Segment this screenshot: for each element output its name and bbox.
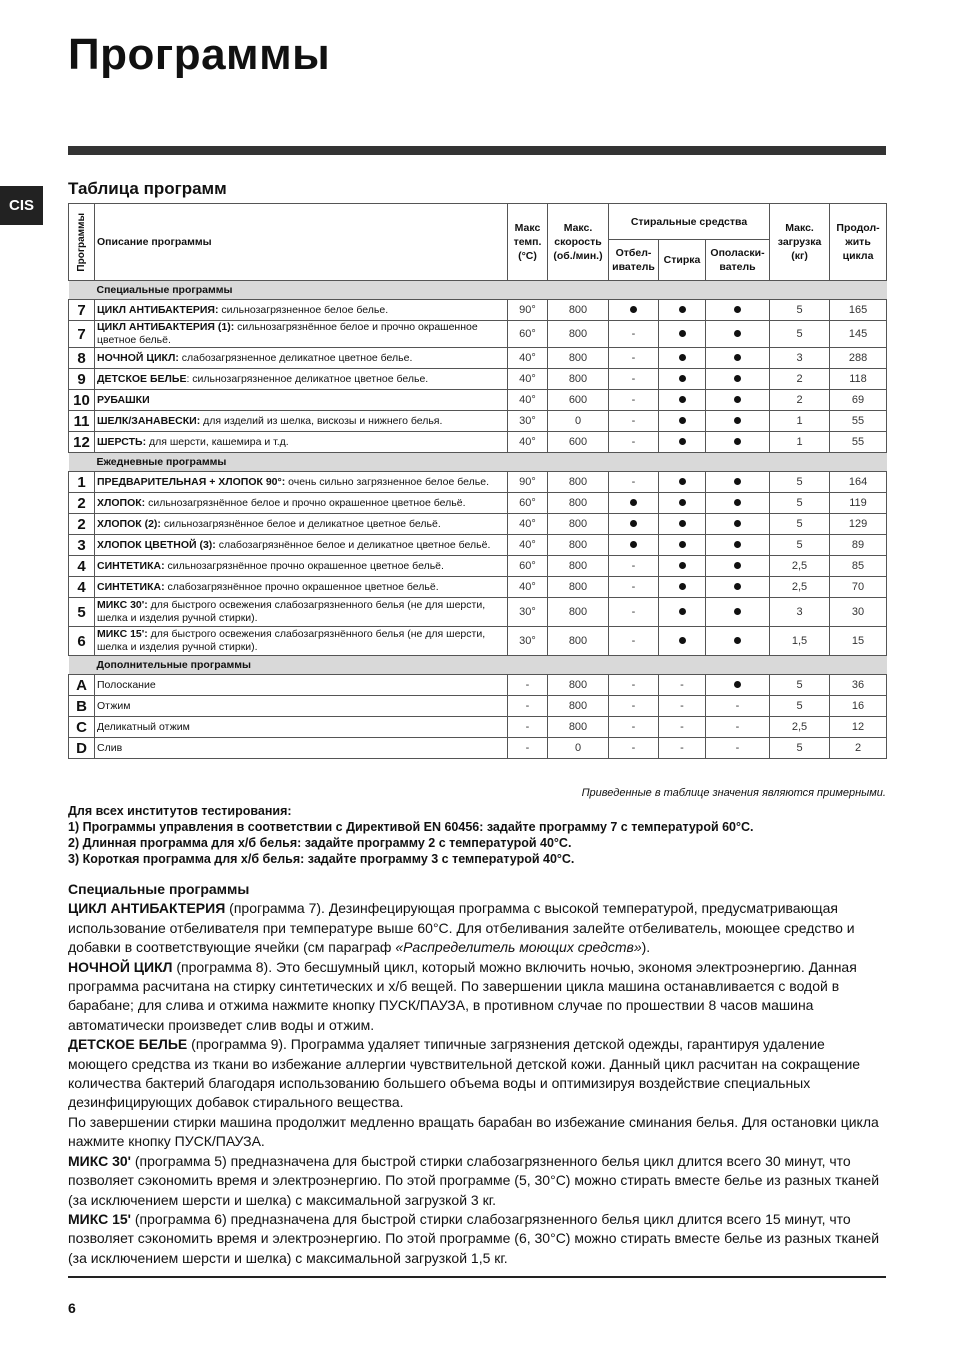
max-load-cell: 5 [770, 738, 830, 759]
wash-cell [659, 556, 706, 577]
paragraph-night-cycle: НОЧНОЙ ЦИКЛ (программа 8). Это бесшумный цикл, который можно включить ночью, экономя электроэнергию. Данная программа расчитана на стирку синтетических и х/б вещей. По завершении цикла машина останавливается с водой в барабане; для слива и отжима нажмите кнопку ПУСК/ПАУЗА, в противном случае по прошествии 8 часов машина автоматически произведет слив воды и отжим. [68, 958, 857, 1033]
filled-dot-icon [630, 541, 637, 548]
duration-cell: 85 [830, 556, 887, 577]
max-load-cell: 5 [770, 675, 830, 696]
program-description [95, 738, 508, 759]
max-load-header: Макс. загрузка (кг) [770, 204, 830, 281]
program-name: ХЛОПОК (2): [97, 517, 161, 530]
duration-cell: 16 [830, 696, 887, 717]
duration-cell: 165 [830, 300, 887, 321]
program-detail: сильнозагрязнённое белое и деликатное цветное бельё. [160, 517, 441, 530]
filled-dot-icon [679, 637, 686, 644]
duration-cell: 145 [830, 321, 887, 348]
program-number: D [69, 738, 95, 759]
max-temp-cell: 40° [508, 348, 548, 369]
filled-dot-icon [679, 330, 686, 337]
filled-dot-icon [734, 499, 741, 506]
table-row [69, 432, 887, 453]
wash-cell: - [659, 738, 706, 759]
duration-cell: 55 [830, 432, 887, 453]
max-temp-cell: 30° [508, 627, 548, 656]
program-name: ШЕРСТЬ: [97, 435, 147, 448]
filled-dot-icon [734, 541, 741, 548]
program-description [95, 411, 508, 432]
bleach-cell: - [609, 472, 659, 493]
bleach-cell [609, 535, 659, 556]
table-row [69, 472, 887, 493]
program-name: ДЕТСКОЕ БЕЛЬЕ [97, 372, 187, 385]
table-row [69, 598, 887, 627]
wash-cell [659, 300, 706, 321]
testing-line-2: 2) Длинная программа для х/б белья: задайте программу 2 с температурой 40°C. [68, 836, 572, 850]
max-load-cell: 5 [770, 514, 830, 535]
program-name: ЦИКЛ АНТИБАКТЕРИЯ (1): [97, 321, 235, 333]
duration-cell: 164 [830, 472, 887, 493]
duration-cell: 12 [830, 717, 887, 738]
rinse-cell [706, 493, 770, 514]
program-name: СИНТЕТИКА: [97, 559, 165, 572]
max-speed-cell: 0 [548, 738, 609, 759]
table-row [69, 577, 887, 598]
duration-cell: 70 [830, 577, 887, 598]
max-load-cell: 5 [770, 493, 830, 514]
max-load-cell: 2,5 [770, 717, 830, 738]
program-detail: сильнозагрязненное белое белье. [218, 303, 389, 316]
program-detail: сильнозагрязнённое прочно окрашенное цветное бельё. [164, 559, 444, 572]
max-speed-cell: 800 [548, 696, 609, 717]
max-speed-cell: 800 [548, 717, 609, 738]
max-speed-cell: 800 [548, 321, 609, 348]
wash-cell [659, 514, 706, 535]
max-load-cell: 5 [770, 300, 830, 321]
program-number: 7 [69, 321, 95, 348]
table-row [69, 738, 887, 759]
program-number: 4 [69, 577, 95, 598]
filled-dot-icon [734, 438, 741, 445]
rinse-cell: - [706, 717, 770, 738]
program-description [95, 556, 508, 577]
filled-dot-icon [734, 330, 741, 337]
program-detail: для быстрого освежения слабозагрязнённого белья (не для шерсти, шелка и изделия ручной стирки). [97, 628, 486, 653]
wash-cell [659, 369, 706, 390]
program-description [95, 577, 508, 598]
program-detail: Отжим [97, 699, 131, 712]
filled-dot-icon [679, 375, 686, 382]
program-detail: слабозагрязнённое прочно окрашенное цветное бельё. [164, 580, 439, 593]
program-description [95, 514, 508, 535]
group-row [69, 656, 887, 675]
rinse-cell [706, 348, 770, 369]
max-speed-cell: 800 [548, 369, 609, 390]
wash-cell: - [659, 717, 706, 738]
rinse-cell [706, 514, 770, 535]
program-name: ПРЕДВАРИТЕЛЬНАЯ + ХЛОПОК 90°: [97, 475, 286, 488]
filled-dot-icon [734, 306, 741, 313]
max-temp-cell: 40° [508, 535, 548, 556]
max-speed-cell: 600 [548, 432, 609, 453]
special-heading: Специальные программы [68, 881, 250, 897]
program-description [95, 717, 508, 738]
max-load-cell: 5 [770, 472, 830, 493]
bleach-cell: - [609, 348, 659, 369]
rinse-cell [706, 577, 770, 598]
program-name: НОЧНОЙ ЦИКЛ: [97, 351, 179, 364]
max-load-cell: 5 [770, 535, 830, 556]
bleach-cell [609, 493, 659, 514]
group-label: Дополнительные программы [69, 656, 887, 675]
program-detail: сильнозагрязнённое белое и прочно окрашенное цветное бельё. [97, 321, 478, 346]
bleach-cell: - [609, 717, 659, 738]
bleach-cell: - [609, 598, 659, 627]
filled-dot-icon [679, 417, 686, 424]
table-row [69, 321, 887, 348]
max-temp-cell: - [508, 717, 548, 738]
program-number: 5 [69, 598, 95, 627]
max-temp-header: Макс темп. (°C) [508, 204, 548, 281]
filled-dot-icon [734, 396, 741, 403]
max-temp-cell: 90° [508, 472, 548, 493]
max-load-cell: 1 [770, 411, 830, 432]
program-description [95, 300, 508, 321]
table-row [69, 493, 887, 514]
program-detail: Деликатный отжим [97, 720, 190, 733]
max-speed-cell: 600 [548, 390, 609, 411]
program-detail: сильнозагрязнённое белое и прочно окрашенное цветное бельё. [145, 496, 466, 509]
program-detail: : сильнозагрязненное деликатное цветное белье. [186, 372, 429, 385]
rinse-cell [706, 675, 770, 696]
header-divider [68, 146, 886, 155]
testing-notes [68, 803, 754, 867]
filled-dot-icon [679, 499, 686, 506]
table-row [69, 535, 887, 556]
program-detail: слабозагрязненное деликатное цветное белье. [178, 351, 413, 364]
table-row [69, 514, 887, 535]
paragraph-after-wash: По завершении стирки машина продолжит медленно вращать барабан во избежание сминания белья. Для остановки цикла нажмите кнопку ПУСК/ПАУЗА. [68, 1113, 879, 1150]
max-load-cell: 2 [770, 369, 830, 390]
wash-cell [659, 472, 706, 493]
rinse-cell [706, 627, 770, 656]
program-number: 2 [69, 514, 95, 535]
program-name: СИНТЕТИКА: [97, 580, 165, 593]
max-temp-cell: 60° [508, 493, 548, 514]
filled-dot-icon [734, 583, 741, 590]
table-row [69, 300, 887, 321]
program-number: A [69, 675, 95, 696]
duration-cell: 2 [830, 738, 887, 759]
max-speed-cell: 800 [548, 675, 609, 696]
max-temp-cell: 40° [508, 390, 548, 411]
program-description [95, 675, 508, 696]
max-temp-cell: 40° [508, 514, 548, 535]
description-header: Описание программы [95, 204, 508, 281]
wash-cell: - [659, 696, 706, 717]
filled-dot-icon [734, 608, 741, 615]
bleach-cell: - [609, 675, 659, 696]
filled-dot-icon [734, 354, 741, 361]
max-load-cell: 3 [770, 348, 830, 369]
bleach-cell: - [609, 411, 659, 432]
detergents-header: Стиральные средства [609, 204, 770, 240]
duration-cell: 89 [830, 535, 887, 556]
program-number: 9 [69, 369, 95, 390]
program-detail: для быстрого освежения слабозагрязненного белья (не для шерсти, шелка и изделия ручной стирки). [97, 599, 486, 624]
testing-heading: Для всех институтов тестирования: [68, 804, 292, 818]
section-title: Таблица программ [68, 179, 227, 198]
bleach-cell: - [609, 696, 659, 717]
max-load-cell: 2,5 [770, 577, 830, 598]
wash-cell [659, 598, 706, 627]
table-row [69, 627, 887, 656]
filled-dot-icon [734, 637, 741, 644]
filled-dot-icon [679, 478, 686, 485]
wash-cell [659, 627, 706, 656]
program-number: 3 [69, 535, 95, 556]
bleach-cell: - [609, 432, 659, 453]
program-name: ЦИКЛ АНТИБАКТЕРИЯ: [97, 303, 219, 316]
group-row [69, 281, 887, 300]
wash-cell [659, 411, 706, 432]
max-load-cell: 5 [770, 321, 830, 348]
max-load-cell: 3 [770, 598, 830, 627]
table-row [69, 348, 887, 369]
program-number: 8 [69, 348, 95, 369]
rinse-cell [706, 432, 770, 453]
bleach-header: Отбел-иватель [609, 240, 659, 281]
table-row [69, 369, 887, 390]
paragraph-mix-15: МИКС 15' (программа 6) предназначена для быстрой стирки слабозагрязненного белья цикл длится всего 15 минут, что позволяет сэкономить время и электроэнергию. По этой программе (6, 30°C) можно стирать вместе белье из разных тканей (за исключением шерсти и шелка) с максимальной загрузкой 1,5 кг. [68, 1210, 880, 1266]
max-temp-cell: 40° [508, 369, 548, 390]
program-name: ХЛОПОК: [97, 496, 146, 509]
filled-dot-icon [679, 562, 686, 569]
max-temp-cell: - [508, 738, 548, 759]
filled-dot-icon [679, 354, 686, 361]
filled-dot-icon [734, 478, 741, 485]
max-load-cell: 1 [770, 432, 830, 453]
bleach-cell: - [609, 738, 659, 759]
max-speed-cell: 800 [548, 300, 609, 321]
max-temp-cell: 40° [508, 577, 548, 598]
filled-dot-icon [679, 583, 686, 590]
wash-cell [659, 390, 706, 411]
program-number: 2 [69, 493, 95, 514]
duration-header: Продол-жить цикла [830, 204, 887, 281]
bleach-cell [609, 514, 659, 535]
wash-cell [659, 535, 706, 556]
max-temp-cell: 60° [508, 556, 548, 577]
program-name: РУБАШКИ [97, 393, 150, 406]
max-speed-cell: 800 [548, 556, 609, 577]
programs-table [68, 203, 887, 759]
duration-cell: 69 [830, 390, 887, 411]
programs-header: Программы [69, 204, 95, 281]
program-description [95, 321, 508, 348]
program-detail: очень сильно загрязненное белое белье. [285, 475, 489, 488]
program-description [95, 696, 508, 717]
rinse-cell: - [706, 738, 770, 759]
program-name: ШЕЛК/ЗАНАВЕСКИ: [97, 414, 201, 427]
duration-cell: 55 [830, 411, 887, 432]
program-detail: для изделий из шелка, вискозы и нижнего белья. [200, 414, 443, 427]
bleach-cell: - [609, 577, 659, 598]
filled-dot-icon [679, 306, 686, 313]
max-speed-cell: 800 [548, 514, 609, 535]
program-description [95, 598, 508, 627]
program-number: 6 [69, 627, 95, 656]
paragraph-baby-clothes: ДЕТСКОЕ БЕЛЬЕ (программа 9). Программа удаляет типичные загрязнения детской одежды, гарантируя удаление моющего средства из ткани во избежание аллергии чувствительной детской кожи. Данный цикл расчитан на сокращение количества бактерий благодаря использованию большего объема воды и оптимизируя воздействие специальных дезинфицирующих добавок стирального вещества. [68, 1036, 861, 1111]
rinse-cell [706, 556, 770, 577]
group-row [69, 453, 887, 472]
program-description [95, 627, 508, 656]
max-temp-cell: 30° [508, 598, 548, 627]
bleach-cell: - [609, 369, 659, 390]
program-number: 1 [69, 472, 95, 493]
program-name: МИКС 30': [97, 599, 148, 611]
program-number: 12 [69, 432, 95, 453]
table-row [69, 390, 887, 411]
wash-cell [659, 577, 706, 598]
program-number: B [69, 696, 95, 717]
page-title: Программы [68, 30, 331, 79]
max-speed-cell: 800 [548, 493, 609, 514]
program-description [95, 390, 508, 411]
max-speed-cell: 800 [548, 598, 609, 627]
program-description [95, 472, 508, 493]
program-detail: слабозагрязнённое белое и деликатное цветное бельё. [215, 538, 491, 551]
max-speed-cell: 800 [548, 627, 609, 656]
filled-dot-icon [630, 306, 637, 313]
paragraph-antibacteria: ЦИКЛ АНТИБАКТЕРИЯ (программа 7). Дезинфецирующая программа с высокой температурой, предусматривающая использование отбеливателя при температуре выше 60°C. Для отбеливания залейте отбеливатель, моющее средство и добавки в соответствующие ячейки (см параграф «Распределитель моющих средств»). [68, 900, 855, 956]
rinse-cell [706, 598, 770, 627]
max-speed-cell: 800 [548, 348, 609, 369]
table-row [69, 411, 887, 432]
program-number: 7 [69, 300, 95, 321]
bleach-cell: - [609, 390, 659, 411]
program-description [95, 493, 508, 514]
rinse-cell [706, 321, 770, 348]
max-speed-cell: 800 [548, 577, 609, 598]
paragraph-mix-30: МИКС 30' (программа 5) предназначена для быстрой стирки слабозагрязненного белья цикл длится всего 30 минут, что позволяет сэкономить время и электроэнергию. По этой программе (5, 30°C) можно стирать вместе белье из разных тканей (за исключением шерсти и шелка) с максимальной загрузкой 3 кг. [68, 1152, 880, 1208]
program-number: 10 [69, 390, 95, 411]
wash-cell [659, 493, 706, 514]
max-speed-cell: 800 [548, 472, 609, 493]
duration-cell: 15 [830, 627, 887, 656]
rinse-cell: - [706, 696, 770, 717]
filled-dot-icon [734, 681, 741, 688]
duration-cell: 288 [830, 348, 887, 369]
max-temp-cell: 60° [508, 321, 548, 348]
duration-cell: 30 [830, 598, 887, 627]
rinse-cell [706, 411, 770, 432]
wash-header: Стирка [659, 240, 706, 281]
max-temp-cell: 90° [508, 300, 548, 321]
group-label: Специальные программы [69, 281, 887, 300]
filled-dot-icon [679, 396, 686, 403]
duration-cell: 119 [830, 493, 887, 514]
program-number: 4 [69, 556, 95, 577]
filled-dot-icon [734, 417, 741, 424]
program-number: C [69, 717, 95, 738]
max-temp-cell: 40° [508, 432, 548, 453]
filled-dot-icon [679, 520, 686, 527]
page-number: 6 [68, 1300, 76, 1316]
bleach-cell [609, 300, 659, 321]
filled-dot-icon [679, 608, 686, 615]
max-speed-header: Макс. скорость (об./мин.) [548, 204, 609, 281]
language-tab: CIS [0, 186, 43, 225]
program-detail: Слив [97, 741, 123, 754]
rinse-cell [706, 390, 770, 411]
max-temp-cell: - [508, 675, 548, 696]
wash-cell [659, 348, 706, 369]
bleach-cell: - [609, 556, 659, 577]
filled-dot-icon [734, 562, 741, 569]
filled-dot-icon [630, 499, 637, 506]
program-description [95, 348, 508, 369]
program-description [95, 535, 508, 556]
max-speed-cell: 0 [548, 411, 609, 432]
filled-dot-icon [734, 375, 741, 382]
table-row [69, 556, 887, 577]
max-temp-cell: - [508, 696, 548, 717]
program-name: МИКС 15': [97, 628, 148, 640]
rinse-cell [706, 369, 770, 390]
special-programs-section [68, 880, 886, 1268]
testing-line-1: 1) Программы управления в соответствии с Директивой EN 60456: задайте программу 7 с температурой 60°C. [68, 820, 754, 834]
table-row [69, 696, 887, 717]
max-temp-cell: 30° [508, 411, 548, 432]
group-label: Ежедневные программы [69, 453, 887, 472]
program-name: ХЛОПОК ЦВЕТНОЙ (3): [97, 538, 216, 551]
program-number: 11 [69, 411, 95, 432]
filled-dot-icon [679, 541, 686, 548]
wash-cell: - [659, 675, 706, 696]
duration-cell: 118 [830, 369, 887, 390]
filled-dot-icon [679, 438, 686, 445]
footer-divider [68, 1276, 886, 1278]
max-load-cell: 5 [770, 696, 830, 717]
max-load-cell: 2 [770, 390, 830, 411]
wash-cell [659, 432, 706, 453]
program-detail: Полоскание [97, 678, 156, 691]
filled-dot-icon [734, 520, 741, 527]
max-load-cell: 2,5 [770, 556, 830, 577]
max-load-cell: 1,5 [770, 627, 830, 656]
program-description [95, 432, 508, 453]
table-row [69, 675, 887, 696]
table-row [69, 717, 887, 738]
duration-cell: 129 [830, 514, 887, 535]
program-detail: для шерсти, кашемира и т.д. [146, 435, 289, 448]
testing-line-3: 3) Короткая программа для х/б белья: задайте программу 3 с температурой 40°C. [68, 852, 575, 866]
rinse-header: Ополаски-ватель [706, 240, 770, 281]
table-footnote: Приведенные в таблице значения являются примерными. [581, 787, 886, 799]
max-speed-cell: 800 [548, 535, 609, 556]
filled-dot-icon [630, 520, 637, 527]
bleach-cell: - [609, 627, 659, 656]
rinse-cell [706, 472, 770, 493]
bleach-cell: - [609, 321, 659, 348]
program-description [95, 369, 508, 390]
rinse-cell [706, 300, 770, 321]
rinse-cell [706, 535, 770, 556]
wash-cell [659, 321, 706, 348]
duration-cell: 36 [830, 675, 887, 696]
